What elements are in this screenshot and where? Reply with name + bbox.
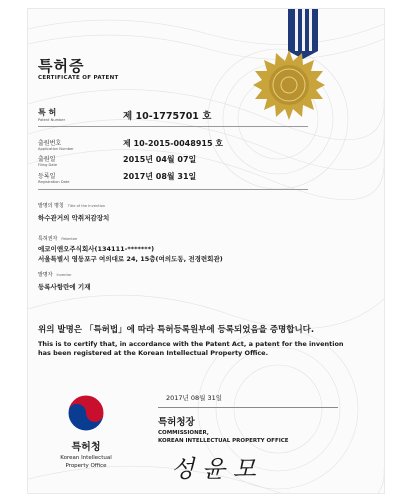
office-name-korean: 특허청 (71, 442, 101, 453)
patentee-name: 에코이앤오주식회사(134111-*******) (38, 245, 155, 253)
application-number-label: 출원번호 Application Number (38, 140, 74, 151)
patentee-label: 특허권자 Patentee (38, 236, 78, 242)
inventor-value: 등록사항란에 기재 (38, 283, 91, 291)
patent-number-value: 제 10-1775701 호 (123, 111, 212, 122)
certificate-sheet (27, 8, 385, 494)
patentee-address: 서울특별시 영등포구 여의대로 24, 15층(여의도동, 전경련회관) (38, 255, 223, 263)
registration-date-label: 등록일 Registration Date (38, 173, 70, 184)
commissioner-title-en: COMMISSIONER, (158, 430, 209, 436)
gold-seal-icon (253, 49, 325, 121)
declaration-korean: 위의 발명은 「특허법」에 따라 특허등록원부에 등록되었음을 증명합니다. (38, 325, 315, 335)
commissioner-title: 특허청장 (158, 417, 195, 428)
declaration-english: This is to certify that, in accordance with the Patent Act, a patent for the invention has been registered at the Korean Intellectual Property Office. (38, 340, 344, 357)
registration-date-value: 2017년 08월 31일 (123, 172, 197, 181)
patent-number-label: 특 허 Patent Number (38, 108, 66, 122)
filing-date-value: 2015년 04월 07일 (123, 155, 197, 164)
commissioner-office-en: KOREAN INTELLECTUAL PROPERTY OFFICE (158, 438, 289, 444)
divider (38, 189, 308, 190)
issue-date: 2017년 08월 31일 (166, 394, 223, 402)
filing-date-label: 출원일 Filing Date (38, 156, 58, 167)
invention-label: 발명의 명칭 Title of the Invention (38, 203, 106, 209)
kipo-logo-icon (66, 393, 106, 433)
application-number-value: 제 10-2015-0048915 호 (123, 139, 224, 148)
office-name-en-line2: Property Office (65, 463, 107, 469)
signature-divider (158, 407, 338, 408)
certificate-title: 특허증 (38, 57, 85, 75)
svg-text:성 윤 모: 성 윤 모 (171, 455, 256, 483)
certificate-title-en: CERTIFICATE OF PATENT (38, 75, 119, 81)
invention-title-value: 하수관거의 악취저감장치 (38, 214, 110, 222)
divider (38, 126, 308, 127)
signature (153, 447, 273, 487)
inventor-label: 발명자 Inventor (38, 272, 72, 278)
office-name-en-line1: Korean Intellectual (60, 455, 112, 461)
